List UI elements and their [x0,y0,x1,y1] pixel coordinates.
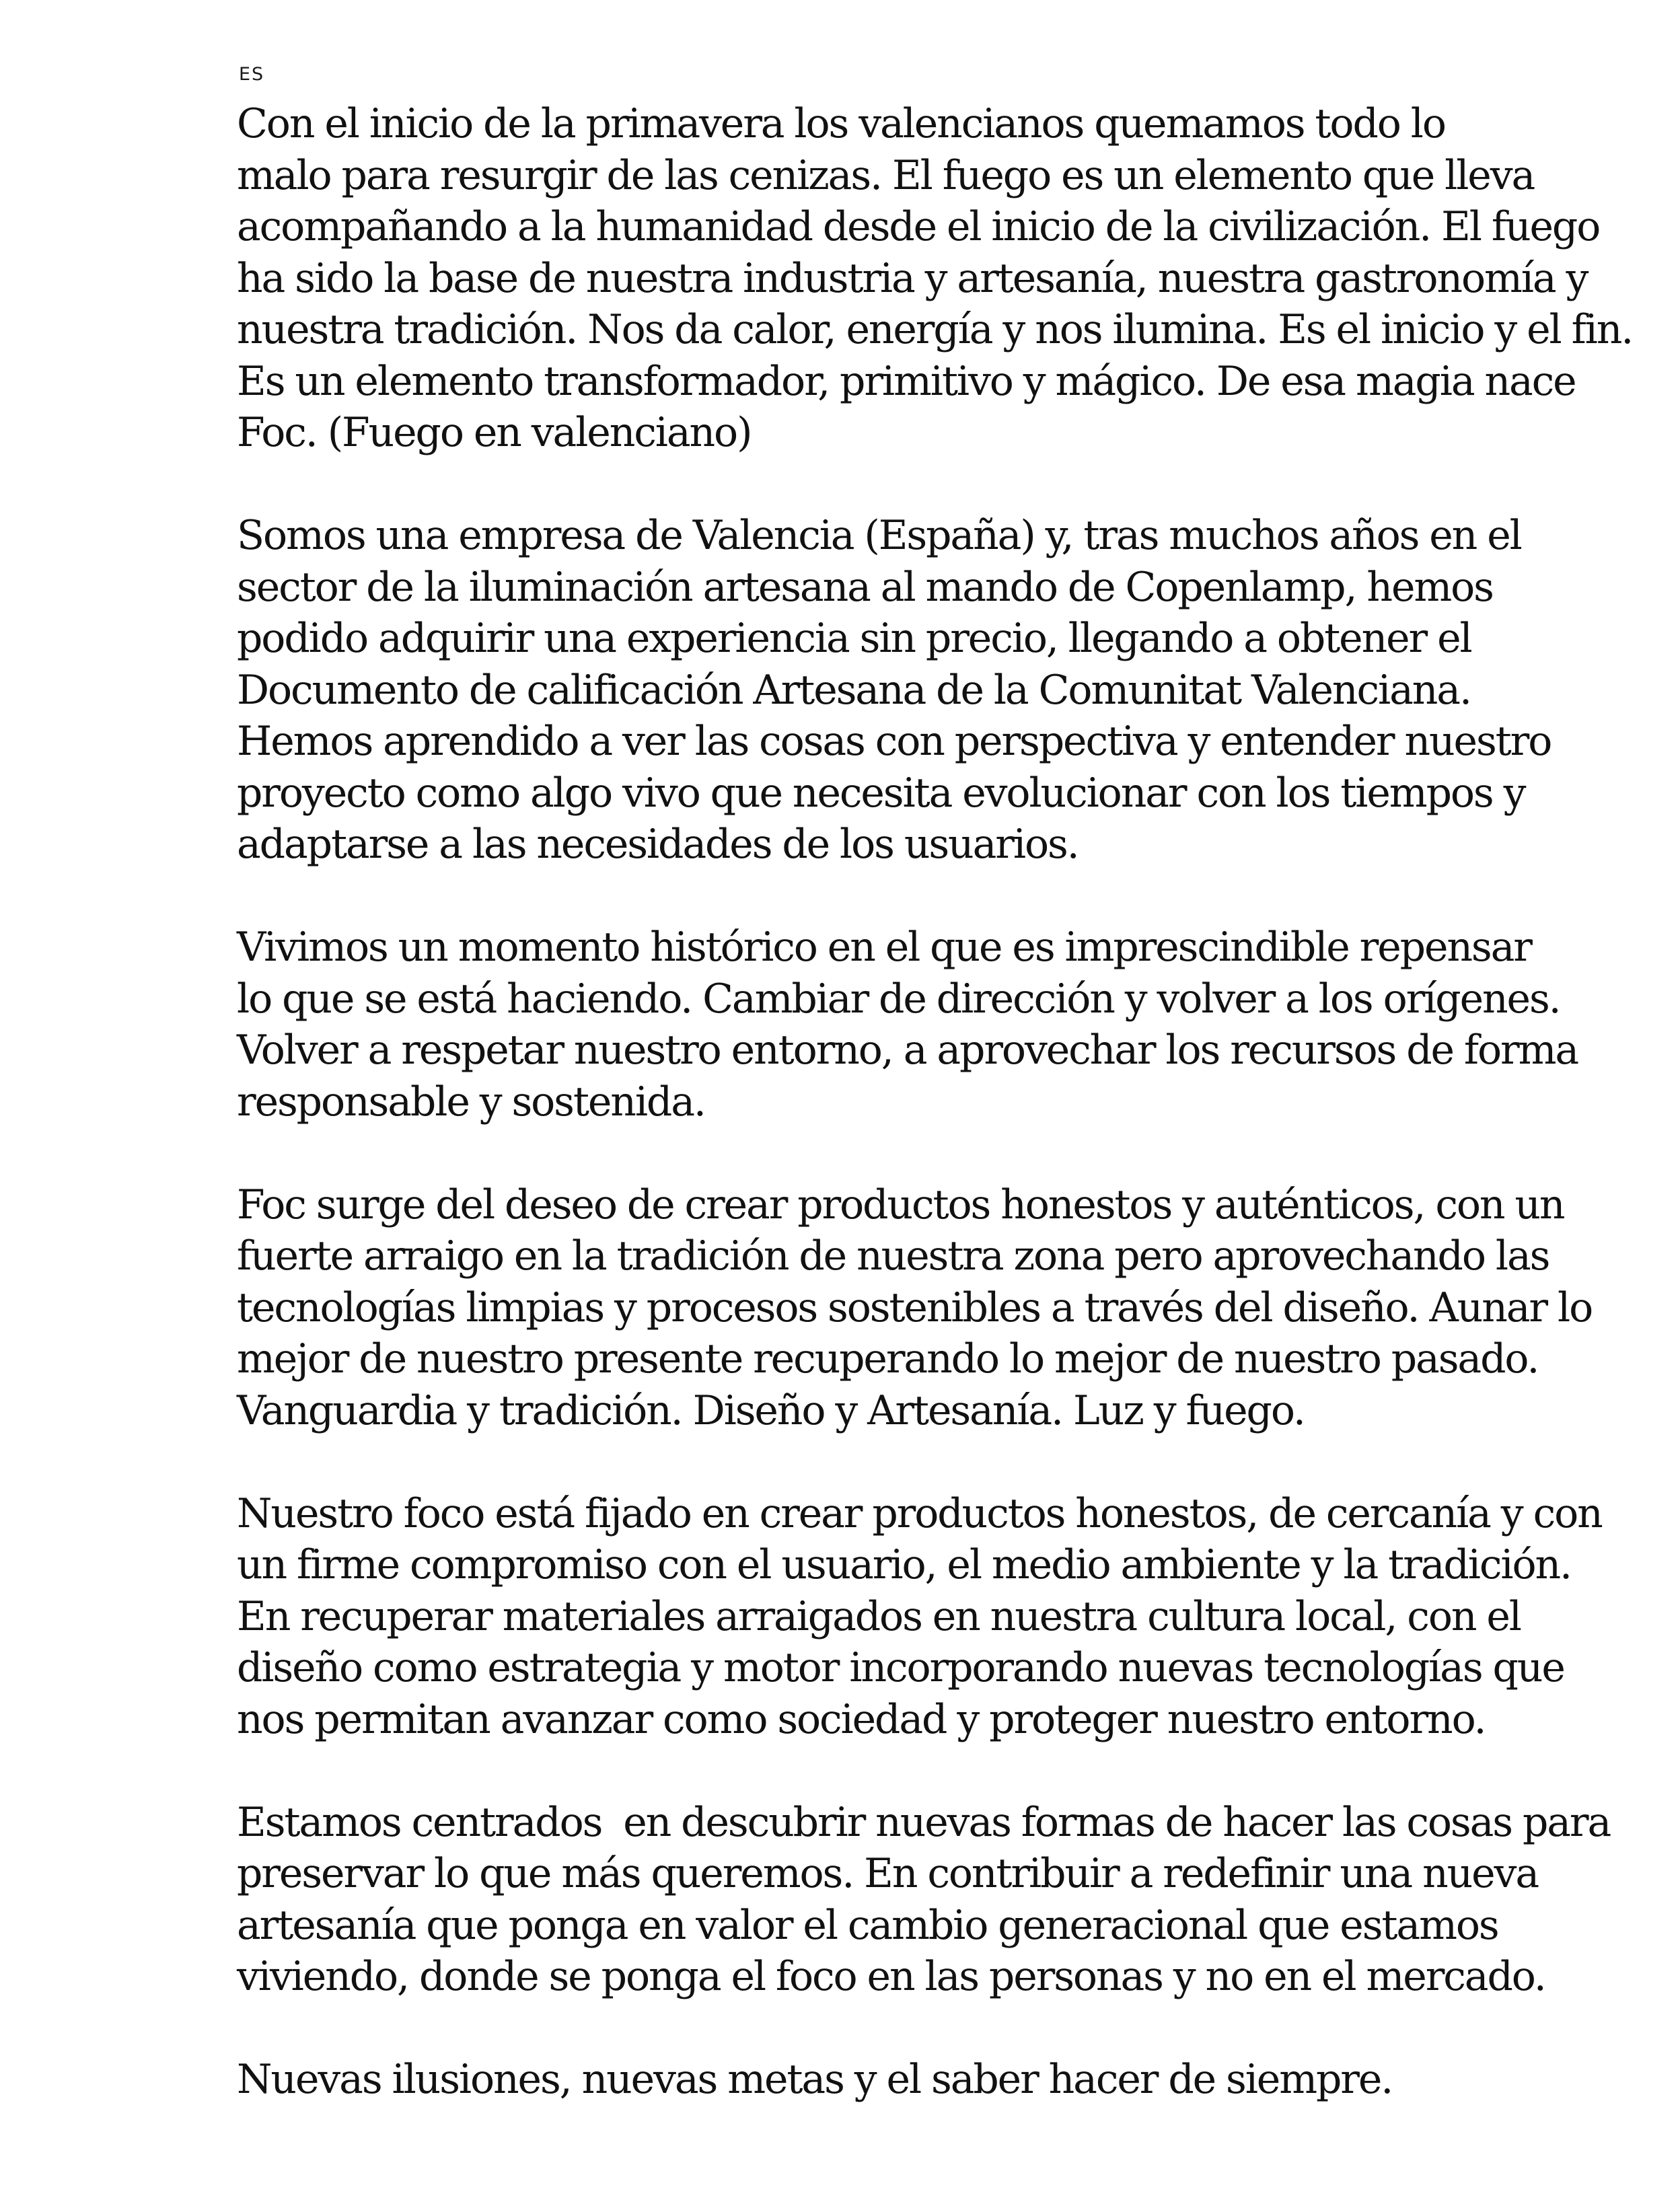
text-line: viviendo, donde se ponga el foco en las personas y no en el mercado. [237,1953,1545,2000]
text-line: Foc. (Fuego en valenciano) [237,409,752,456]
text-line: tecnologías limpias y procesos sostenibles a través del diseño. Aunar lo [237,1284,1593,1331]
text-line: ha sido la base de nuestra industria y artesanía, nuestra gastronomía y [237,254,1588,302]
paragraph-foc [237,1179,1636,1437]
text-line: Vivimos un momento histórico en el que es imprescindible repensar [237,924,1531,971]
paragraph-discover [237,1797,1636,2003]
text-line: Volver a respetar nuestro entorno, a aprovechar los recursos de forma [237,1027,1578,1074]
text-line: preservar lo que más queremos. En contribuir a redefinir una nueva [237,1850,1539,1897]
text-line: Estamos centrados en descubrir nuevas formas de hacer las cosas para [237,1798,1611,1846]
body-text [237,98,1636,2157]
text-line: fuerte arraigo en la tradición de nuestra zona pero aprovechando las [237,1232,1549,1280]
text-line: Nuevas ilusiones, nuevas metas y el saber hacer de siempre. [237,2056,1393,2103]
text-line: nos permitan avanzar como sociedad y proteger nuestro entorno. [237,1695,1486,1743]
text-line: Con el inicio de la primavera los valencianos quemamos todo lo [237,100,1445,147]
text-line: En recuperar materiales arraigados en nuestra cultura local, con el [237,1592,1521,1640]
text-line: malo para resurgir de las cenizas. El fuego es un elemento que lleva [237,151,1535,199]
paragraph-focus [237,1488,1636,1746]
text-line: Somos una empresa de Valencia (España) y, tras muchos años en el [237,512,1521,559]
text-line: lo que se está haciendo. Cambiar de dirección y volver a los orígenes. [237,975,1560,1023]
paragraph-company [237,510,1636,871]
text-line: Vanguardia y tradición. Diseño y Artesanía. Luz y fuego. [237,1387,1305,1434]
text-line: un firme compromiso con el usuario, el medio ambiente y la tradición. [237,1541,1571,1588]
paragraph-intro [237,98,1636,459]
language-tag: ES [239,64,265,85]
text-line: Es un elemento transformador, primitivo y mágico. De esa magia nace [237,357,1576,405]
text-line: diseño como estrategia y motor incorporando nuevas tecnologías que [237,1644,1564,1691]
text-line: proyecto como algo vivo que necesita evolucionar con los tiempos y [237,769,1525,817]
text-line: responsable y sostenida. [237,1078,705,1126]
text-line: acompañando a la humanidad desde el inicio de la civilización. El fuego [237,203,1600,250]
text-line: Hemos aprendido a ver las cosas con perspectiva y entender nuestro [237,718,1551,765]
text-line: nuestra tradición. Nos da calor, energía y nos ilumina. Es el inicio y el fin. [237,306,1633,353]
text-line: Foc surge del deseo de crear productos honestos y auténticos, con un [237,1181,1564,1228]
text-line: mejor de nuestro presente recuperando lo mejor de nuestro pasado. [237,1335,1539,1382]
text-line: podido adquirir una experiencia sin precio, llegando a obtener el [237,615,1471,662]
paragraph-moment [237,922,1636,1128]
text-line: artesanía que ponga en valor el cambio generacional que estamos [237,1901,1498,1949]
text-line: Documento de calificación Artesana de la Comunitat Valenciana. [237,666,1471,714]
text-line: sector de la iluminación artesana al mando de Copenlamp, hemos [237,563,1493,611]
text-line: adaptarse a las necesidades de los usuarios. [237,821,1079,868]
text-line: Nuestro foco está fijado en crear productos honestos, de cercanía y con [237,1489,1602,1537]
paragraph-closing [237,2054,1636,2106]
